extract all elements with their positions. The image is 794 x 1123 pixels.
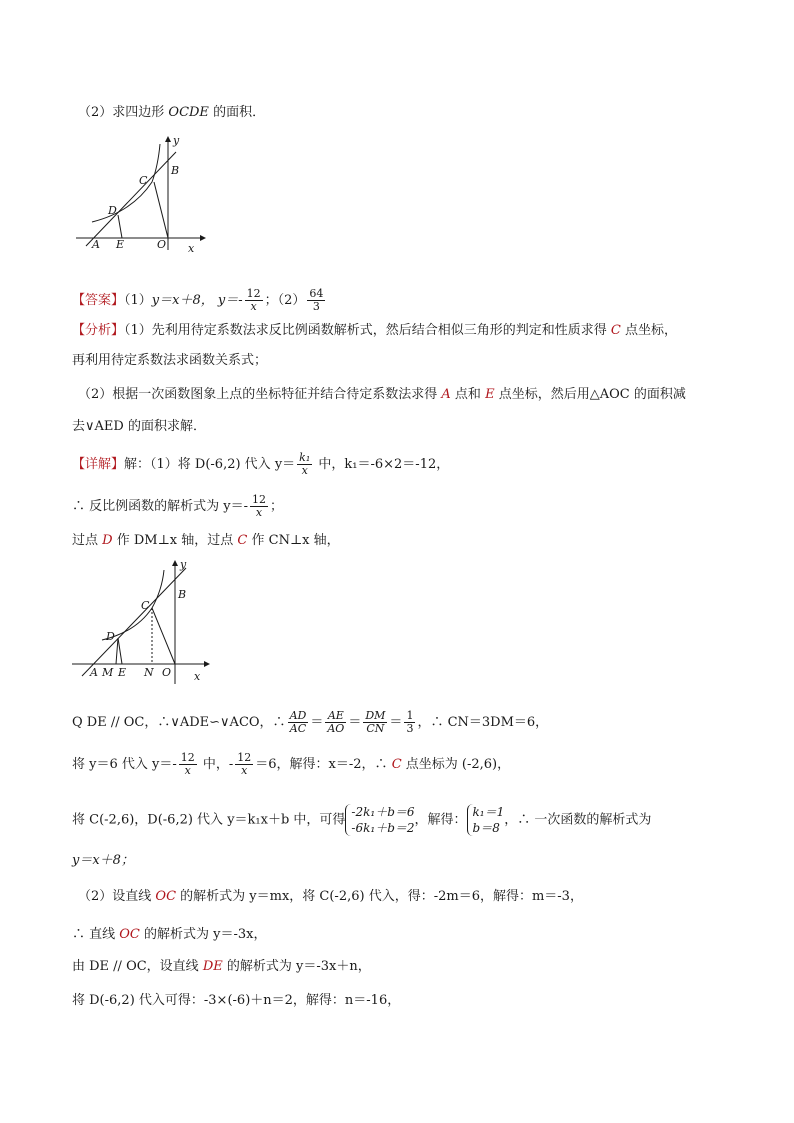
solution-line-5 — [78, 888, 583, 906]
hyperbola-curve — [92, 144, 160, 222]
equals-sign: ＝ — [348, 715, 362, 730]
k-over-x-fraction — [297, 452, 312, 477]
y-axis-arrow — [172, 560, 178, 566]
question-2-suffix: 的面积． — [208, 105, 266, 120]
fraction-numerator: DM — [365, 709, 386, 722]
line-ab — [82, 568, 186, 676]
detail-text: 作 CN⊥x 轴， — [247, 533, 340, 548]
label-d: D — [108, 204, 117, 217]
figure-1 — [72, 132, 212, 254]
y-axis-arrow — [165, 136, 171, 142]
analysis-text: 去∨AED 的面积求解． — [72, 419, 206, 434]
detail-line-1 — [72, 452, 449, 477]
x-axis-arrow — [204, 661, 210, 667]
solution-text: （2）设直线 — [78, 889, 156, 904]
answer-line — [72, 288, 327, 313]
label-b: B — [178, 588, 187, 601]
solution-line-2 — [72, 752, 510, 777]
solution-text: 的解析式为 y＝mx，将 C(-2,6) 代入，得：-2m＝6，解得：m＝-3， — [176, 889, 583, 904]
label-e: E — [118, 666, 127, 679]
fraction-numerator: 12 — [180, 751, 195, 764]
solution-line-1 — [72, 710, 548, 735]
label-c: C — [141, 599, 150, 612]
analysis-line-3 — [78, 386, 686, 404]
label-n: N — [144, 666, 154, 679]
line-de-ref: DE — [202, 959, 223, 974]
segment-oc — [154, 182, 168, 238]
segment-de — [118, 638, 122, 664]
label-a: A — [90, 666, 98, 679]
analysis-tag: 【分析】 — [72, 323, 125, 338]
label-e: E — [116, 238, 125, 251]
solution-text: ，∴ CN＝3DM＝6， — [417, 715, 549, 730]
system-sol-1: k₁＝1 — [472, 805, 505, 819]
fraction-denominator: 3 — [312, 300, 320, 313]
system-eq-1: -2k₁＋b＝6 — [351, 805, 415, 819]
fraction-numerator: AE — [325, 710, 346, 723]
fraction-denominator: x — [301, 464, 308, 477]
question-2 — [78, 104, 265, 122]
detail-text: 解：（1）将 D(-6,2) 代入 y＝ — [124, 457, 296, 472]
solution-text: 将 D(-6,2) 代入可得：-3×(-6)＋n＝2，解得：n＝-16， — [72, 993, 401, 1008]
label-o: O — [162, 666, 172, 679]
answer-part1: （1） — [124, 293, 152, 308]
inverse-fraction — [250, 494, 268, 519]
solution-system — [467, 804, 505, 836]
solution-line-7 — [72, 958, 371, 976]
label-x: x — [194, 670, 201, 683]
analysis-line-1 — [72, 322, 677, 340]
point-d-ref: D — [102, 533, 113, 548]
fraction-denominator: x — [255, 506, 263, 519]
label-m: M — [102, 666, 114, 679]
solution-line-8 — [72, 992, 400, 1010]
detail-line-3 — [72, 532, 340, 550]
analysis-text: 再利用待定系数法求函数关系式； — [72, 353, 268, 368]
answer-part2: ；（2） — [264, 293, 306, 308]
detail-text: 中，k₁＝-6×2＝-12， — [314, 457, 450, 472]
point-c-ref: C — [391, 757, 402, 772]
solution-text: y＝x＋8； — [72, 853, 134, 868]
solution-text: Q DE // OC，∴∨ADE∽∨ACO，∴ — [72, 715, 286, 730]
inverse-fraction — [179, 752, 197, 777]
analysis-text: （1）先利用待定系数法求反比例函数解析式，然后结合相似三角形的判定和性质求得 — [124, 323, 611, 338]
answer-area-fraction — [307, 288, 325, 313]
system-sol-2: b＝8 — [472, 821, 500, 835]
point-a-ref: A — [441, 387, 451, 402]
label-a: A — [92, 238, 100, 251]
solution-text: ，解得： — [414, 812, 467, 828]
answer-inverse-fraction — [245, 288, 263, 313]
answer-tag: 【答案】 — [72, 293, 125, 308]
fraction-numerator: 12 — [246, 287, 261, 300]
solution-text: 由 DE // OC，设直线 — [72, 959, 203, 974]
ratio-ad-ac — [288, 710, 309, 735]
detail-line-2 — [72, 494, 283, 519]
solution-text: 点坐标为 (-2,6)， — [401, 757, 511, 772]
fraction-denominator: x — [250, 300, 257, 313]
line-oc-ref: OC — [119, 927, 140, 942]
segment-oc — [152, 608, 175, 664]
analysis-line-4 — [72, 418, 206, 436]
solution-line-3 — [72, 804, 651, 836]
segment-de — [118, 215, 122, 238]
analysis-text: （2）根据一次函数图象上点的坐标特征并结合待定系数法求得 — [78, 387, 442, 402]
solution-text: ∴ 直线 — [72, 927, 120, 942]
ratio-dm-cn — [363, 710, 387, 735]
answer-linear-eq: y＝x＋8， — [151, 293, 214, 308]
line-ab — [86, 152, 176, 246]
question-2-text: （2）求四边形 — [78, 105, 169, 120]
solution-text: ＝6，解得：x＝-2，∴ — [255, 757, 392, 772]
detail-text: ∴ 反比例函数的解析式为 y＝- — [72, 499, 249, 514]
fraction-numerator: 1 — [406, 709, 414, 722]
label-y: y — [180, 558, 187, 571]
fraction-denominator: 3 — [406, 722, 414, 735]
x-axis-arrow — [200, 235, 206, 241]
point-c-ref: C — [237, 533, 248, 548]
fraction-denominator: AO — [327, 722, 345, 735]
analysis-text: 点坐标，然后用△AOC 的面积减 — [494, 387, 686, 402]
solution-text: 中，- — [198, 757, 234, 772]
fraction-numerator: 64 — [309, 287, 324, 300]
detail-tag: 【详解】 — [72, 457, 125, 472]
figure-2 — [68, 556, 218, 688]
solution-text: 将 y＝6 代入 y＝- — [72, 757, 177, 772]
fraction-denominator: x — [184, 764, 191, 777]
detail-text: 过点 — [72, 533, 103, 548]
fraction-numerator: 12 — [237, 751, 252, 764]
label-o: O — [157, 238, 167, 251]
equals-sign: ＝ — [389, 715, 403, 730]
fraction-numerator: k₁ — [299, 451, 311, 464]
point-c-ref: C — [610, 323, 621, 338]
label-d: D — [106, 630, 115, 643]
solution-text: ，∴ 一次函数的解析式为 — [504, 812, 652, 828]
analysis-line-2 — [72, 352, 267, 370]
solution-text: 将 C(-2,6)，D(-6,2) 代入 y＝k₁x＋b 中，可得 — [72, 812, 346, 828]
solution-text: 的解析式为 y＝-3x＋n， — [222, 959, 371, 974]
equals-sign: ＝ — [310, 715, 324, 730]
system-eq-2: -6k₁＋b＝2 — [351, 821, 415, 835]
solution-line-4 — [72, 852, 134, 870]
ratio-ae-ao — [325, 710, 346, 735]
detail-text: ； — [270, 499, 284, 514]
analysis-text: 点和 — [450, 387, 486, 402]
equation-system — [345, 804, 414, 836]
quadrilateral-name: OCDE — [168, 105, 209, 120]
solution-text: 的解析式为 y＝-3x， — [139, 927, 267, 942]
fraction-denominator: x — [241, 764, 248, 777]
fraction-denominator: AC — [289, 722, 307, 735]
label-y: y — [173, 134, 180, 147]
detail-text: 作 DM⊥x 轴，过点 — [112, 533, 238, 548]
point-e-ref: E — [485, 387, 495, 402]
solution-line-6 — [72, 926, 266, 944]
segment-dm — [116, 638, 118, 664]
ratio-one-third — [404, 710, 415, 735]
label-b: B — [171, 164, 180, 177]
label-x: x — [188, 242, 195, 254]
fraction-denominator: CN — [366, 722, 385, 735]
inverse-fraction — [235, 752, 253, 777]
label-c: C — [139, 174, 148, 187]
fraction-numerator: 12 — [252, 493, 267, 506]
line-oc-ref: OC — [155, 889, 177, 904]
fraction-numerator: AD — [289, 709, 307, 722]
answer-inverse-eq: y＝- — [217, 293, 243, 308]
analysis-text: 点坐标， — [620, 323, 678, 338]
